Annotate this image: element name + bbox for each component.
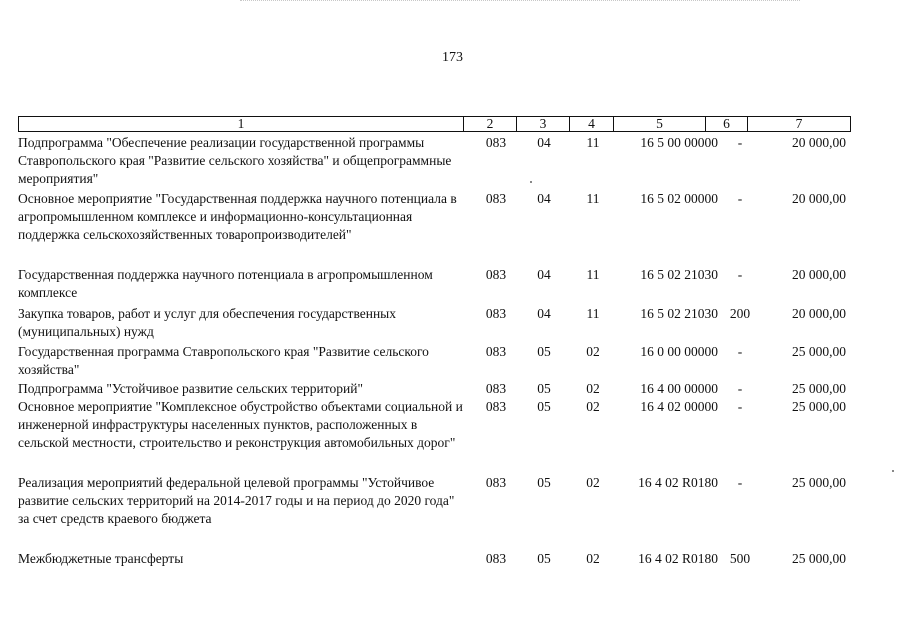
row-col-6: - <box>737 475 743 490</box>
row-col-7: 20 000,00 <box>792 267 846 282</box>
row-col-7: 25 000,00 <box>792 381 846 396</box>
row-name: Подпрограмма "Устойчивое развитие сельских территорий" <box>18 381 363 396</box>
row-col-5: 16 5 02 21030 <box>640 267 718 282</box>
row-col-3: 04 <box>537 135 551 150</box>
row-col-4: 02 <box>586 344 600 359</box>
row-col-5: 16 5 00 00000 <box>640 135 718 150</box>
row-col-7: 20 000,00 <box>792 191 846 206</box>
header-col-7: 7 <box>747 116 851 132</box>
row-col-2: 083 <box>485 191 507 206</box>
row-col-7: 20 000,00 <box>792 306 846 321</box>
row-col-7: 20 000,00 <box>792 135 846 150</box>
row-col-5: 16 5 02 21030 <box>640 306 718 321</box>
row-col-3: 04 <box>537 267 551 282</box>
row-col-2: 083 <box>485 381 507 396</box>
row-col-6: - <box>737 191 743 206</box>
row-col-5: 16 0 00 00000 <box>640 344 718 359</box>
header-col-3: 3 <box>516 116 570 132</box>
row-col-5: 16 4 02 00000 <box>640 399 718 414</box>
row-name: Государственная поддержка научного потенциала в агропромышленном комплексе <box>18 267 433 300</box>
row-col-2: 083 <box>485 135 507 150</box>
row-col-3: 05 <box>537 551 551 566</box>
row-col-2: 083 <box>485 475 507 490</box>
row-col-6: - <box>737 381 743 396</box>
row-col-5: 16 4 02 R0180 <box>638 475 718 490</box>
header-col-1: 1 <box>18 116 464 132</box>
row-col-3: 05 <box>537 381 551 396</box>
row-col-2: 083 <box>485 267 507 282</box>
row-name: Государственная программа Ставропольского края "Развитие сельского хозяйства" <box>18 344 429 377</box>
row-col-7: 25 000,00 <box>792 475 846 490</box>
row-col-7: 25 000,00 <box>792 399 846 414</box>
row-col-4: 11 <box>586 191 600 206</box>
row-col-2: 083 <box>485 344 507 359</box>
row-col-2: 083 <box>485 551 507 566</box>
header-col-6: 6 <box>705 116 748 132</box>
page-number: 173 <box>442 50 463 65</box>
row-col-2: 083 <box>485 399 507 414</box>
row-col-4: 11 <box>586 135 600 150</box>
row-name: Подпрограмма "Обеспечение реализации государственной программы Ставропольского края "Развитие сельского хозяйства" и общепрограммные мероприятия" <box>18 135 452 186</box>
row-col-4: 02 <box>586 551 600 566</box>
header-col-2: 2 <box>463 116 517 132</box>
row-col-4: 11 <box>586 267 600 282</box>
row-name: Реализация мероприятий федеральной целевой программы "Устойчивое развитие сельских территорий на 2014-2017 годы и на период до 2020 года" за счет средств краевого бюджета <box>18 475 455 526</box>
row-col-6: - <box>737 399 743 414</box>
row-col-4: 02 <box>586 475 600 490</box>
row-col-3: 05 <box>537 399 551 414</box>
row-col-7: 25 000,00 <box>792 344 846 359</box>
row-col-3: 04 <box>537 191 551 206</box>
row-col-5: 16 4 02 R0180 <box>638 551 718 566</box>
row-col-7: 25 000,00 <box>792 551 846 566</box>
row-col-5: 16 4 00 00000 <box>640 381 718 396</box>
row-col-6: - <box>737 344 743 359</box>
row-col-4: 02 <box>586 381 600 396</box>
row-name: Межбюджетные трансферты <box>18 551 184 566</box>
row-col-6: - <box>737 135 743 150</box>
row-col-4: 02 <box>586 399 600 414</box>
row-col-5: 16 5 02 00000 <box>640 191 718 206</box>
row-name: Закупка товаров, работ и услуг для обеспечения государственных (муниципальных) нужд <box>18 306 397 339</box>
row-name: Основное мероприятие "Комплексное обустройство объектами социальной и инженерной инфраструктуры населенных пунктов, расположенных в сельской местности, строительство и реконструкция автомобильных дорог" <box>18 399 463 450</box>
row-col-6: 200 <box>729 306 751 321</box>
scan-speck <box>530 181 532 183</box>
row-col-2: 083 <box>485 306 507 321</box>
header-col-4: 4 <box>569 116 614 132</box>
header-col-5: 5 <box>613 116 706 132</box>
scan-artifact-top <box>240 0 800 5</box>
row-name: Основное мероприятие "Государственная поддержка научного потенциала в агропромышленном комплексе и информационно-консультационная поддержка сельскохозяйственных товаропроизводителей" <box>18 191 457 242</box>
row-col-3: 04 <box>537 306 551 321</box>
row-col-4: 11 <box>586 306 600 321</box>
row-col-6: - <box>737 267 743 282</box>
row-col-3: 05 <box>537 344 551 359</box>
row-col-3: 05 <box>537 475 551 490</box>
row-col-6: 500 <box>729 551 751 566</box>
scan-speck <box>892 470 894 472</box>
